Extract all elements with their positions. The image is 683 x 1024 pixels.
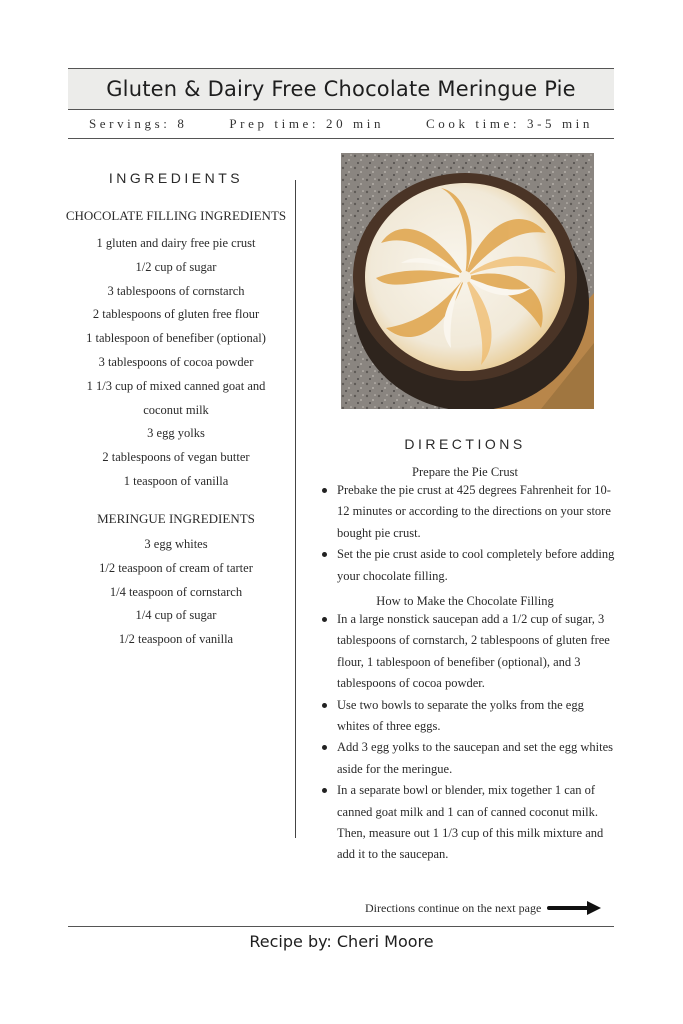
filling-step-list [315,609,615,866]
list-item: 3 tablespoons of cornstarch [107,283,245,298]
servings: Servings: 8 [88,116,188,131]
list-item: Use two bowls to separate the yolks from the egg whites of three eggs. [315,695,615,738]
ingredients-heading: INGREDIENTS [108,170,244,186]
meringue-ingredients-title: MERINGUE INGREDIENTS [97,511,255,526]
crust-directions [315,465,615,587]
list-item: 3 egg yolks [147,426,205,441]
column-divider [295,180,296,838]
crust-step-list [315,480,615,587]
list-item: Set the pie crust aside to cool completely before adding your chocolate filling. [315,544,615,587]
filling-section-title: How to Make the Chocolate Filling [376,594,554,608]
footer-divider [68,926,614,927]
ingredients-section [60,170,292,186]
list-item: Prebake the pie crust at 425 degrees Fahrenheit for 10-12 minutes or according to the directions on your store bought pie crust. [315,480,615,544]
list-item: 3 egg whites [144,537,208,551]
pie-photo [341,153,594,409]
cook-time: Cook time: 3-5 min [426,116,593,131]
crust-section-title: Prepare the Pie Crust [412,465,518,479]
list-item: 1 1/3 cup of mixed canned goat and [86,378,266,393]
recipe-meta-row [68,110,614,139]
filling-directions [315,594,615,866]
list-item: In a large nonstick saucepan add a 1/2 cup of sugar, 3 tablespoons of cornstarch, 2 tablespoons of gluten free flour, 1 tablespoon of benefiber (optional), and 3 tablespoons of cocoa powder. [315,609,615,695]
filling-ingredient-list [60,232,292,494]
list-item: 1/2 teaspoon of cream of tarter [99,560,253,575]
list-item: 3 tablespoons of cocoa powder [98,354,254,369]
prep-time: Prep time: 20 min [229,116,385,131]
meringue-ingredient-list [60,533,292,652]
title-banner [68,68,614,110]
list-item: 1 teaspoon of vanilla [123,473,229,488]
list-item: Add 3 egg yolks to the saucepan and set the egg whites aside for the meringue. [315,737,615,780]
directions-section [315,436,615,452]
filling-ingredients [60,208,292,494]
list-item: coconut milk [143,402,209,417]
meringue-ingredients [60,511,292,652]
list-item: 1/2 cup of sugar [135,259,217,274]
continue-note [365,898,625,918]
list-item: 1/4 cup of sugar [135,608,217,623]
list-item: 2 tablespoons of vegan butter [102,450,250,465]
arrow-right-icon [547,899,603,917]
meringue-pie-illustration [341,153,594,409]
directions-heading: DIRECTIONS [404,436,526,452]
filling-ingredients-title: CHOCOLATE FILLING INGREDIENTS [65,208,287,223]
recipe-author: Recipe by: Cheri Moore [249,932,434,951]
continue-text: Directions continue on the next page [365,900,542,915]
recipe-title: Gluten & Dairy Free Chocolate Meringue Pie [106,77,576,101]
list-item: 1/2 teaspoon of vanilla [118,632,234,647]
list-item: 1 tablespoon of benefiber (optional) [86,331,266,346]
list-item: 1/4 teaspoon of cornstarch [109,584,243,599]
list-item: 1 gluten and dairy free pie crust [96,236,256,250]
list-item: In a separate bowl or blender, mix together 1 can of canned goat milk and 1 can of canned coconut milk. Then, measure out 1 1/3 cup of this milk mixture and add it to the saucepan. [315,780,615,866]
list-item: 2 tablespoons of gluten free flour [92,307,260,322]
